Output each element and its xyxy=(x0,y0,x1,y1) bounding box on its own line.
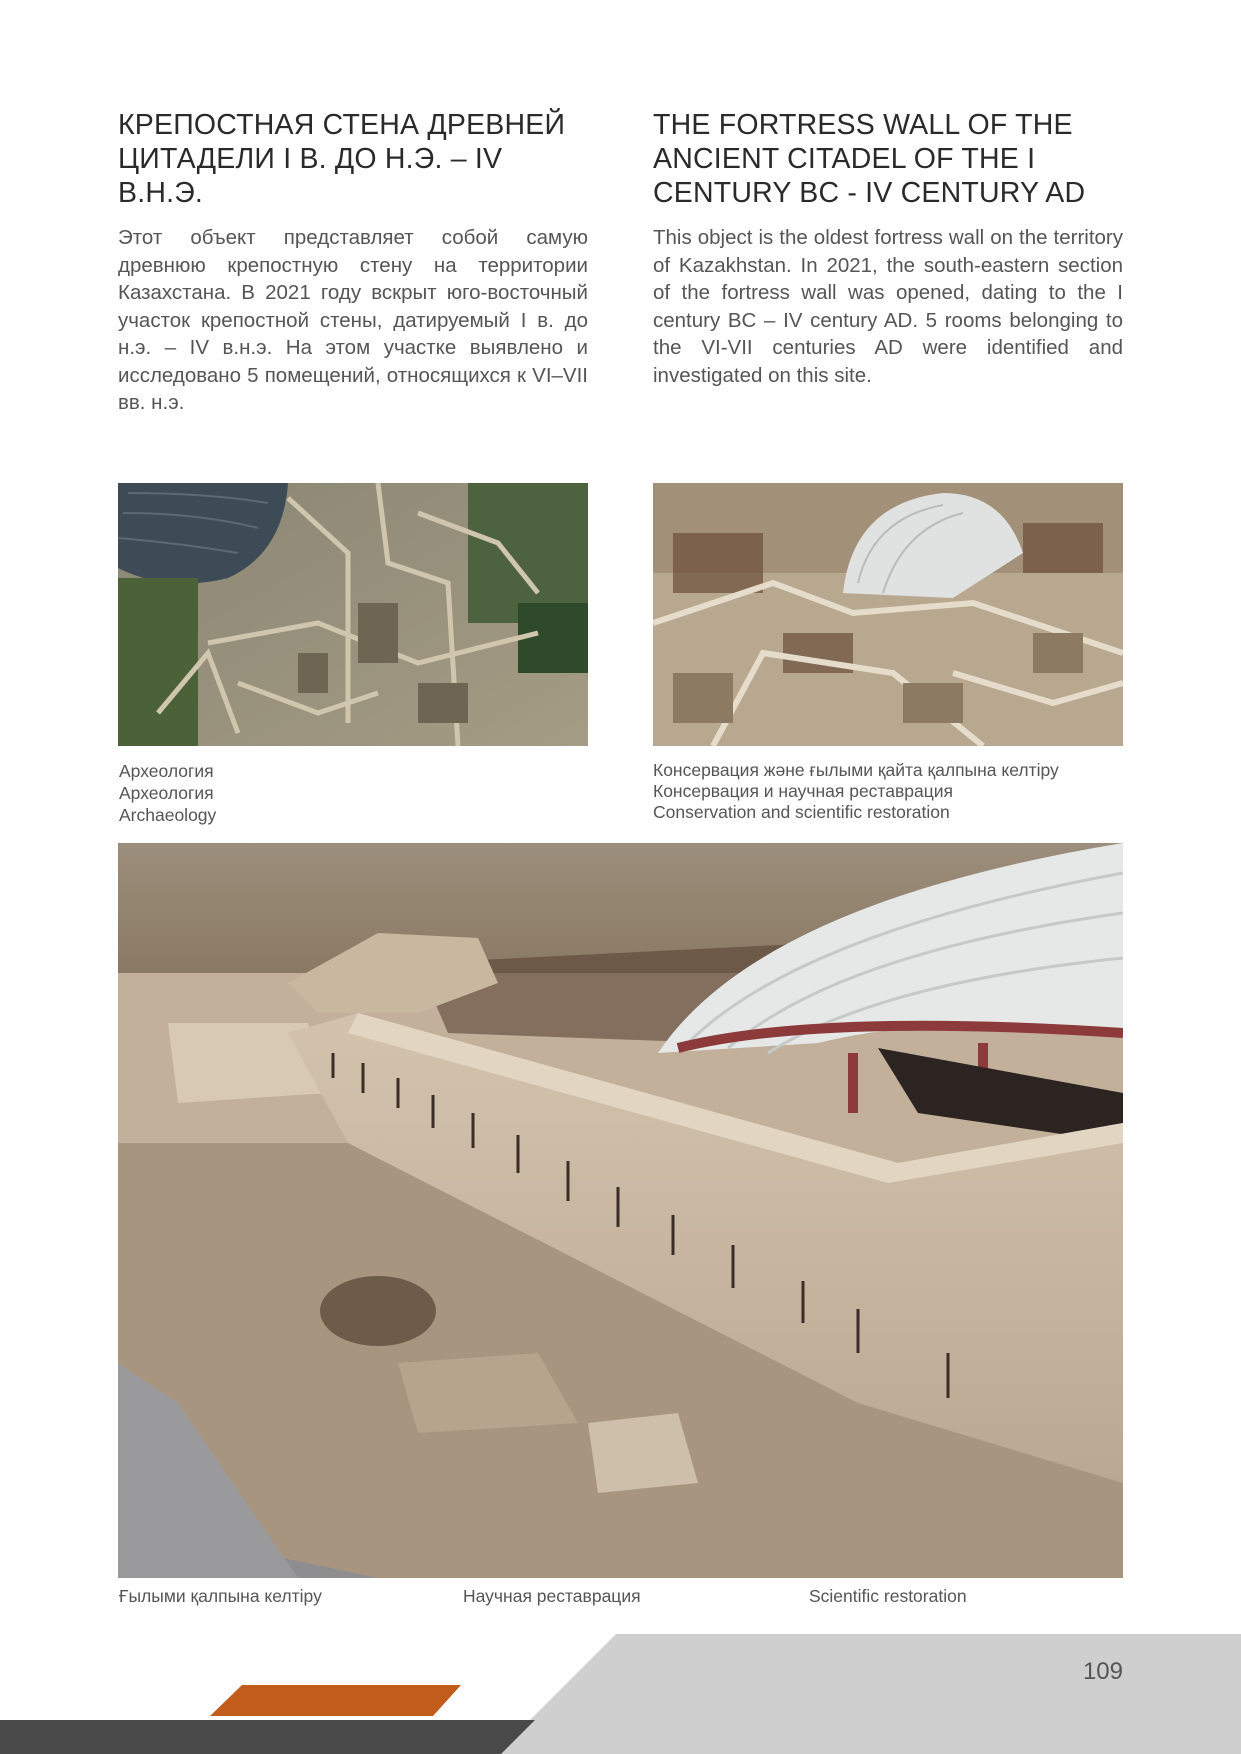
photo-2-caption xyxy=(653,760,1059,823)
russian-heading-line-1: КРЕПОСТНАЯ СТЕНА ДРЕВНЕЙ xyxy=(118,109,566,141)
dome-shelter-photo xyxy=(653,483,1123,746)
caption-kazakh: Археология xyxy=(119,761,214,781)
bottom-caption-english: Scientific restoration xyxy=(809,1586,967,1606)
caption-english: Conservation and scientific restoration xyxy=(653,802,950,822)
aerial-excavation-photo xyxy=(118,483,588,746)
russian-column xyxy=(118,108,588,417)
bottom-caption-russian: Научная реставрация xyxy=(463,1586,641,1606)
page-number: 109 xyxy=(1082,1658,1123,1685)
caption-english: Archaeology xyxy=(119,805,217,825)
russian-heading xyxy=(118,108,588,210)
caption-russian: Археология xyxy=(119,783,214,803)
english-body-text: This object is the oldest fortress wall on the territory of Kazakhstan. In 2021, the south-eastern section of the fortress wall was opened, dating to the I century BC – IV century AD. 5 rooms belonging to the VI-VII centuries AD were identified and investigated on this site. xyxy=(653,226,1123,387)
caption-kazakh: Консервация және ғылыми қайта қалпына келтіру xyxy=(653,760,1059,780)
english-heading xyxy=(653,108,1123,210)
english-heading-line-1: THE FORTRESS WALL OF THE xyxy=(653,109,1073,141)
caption-russian: Консервация и научная реставрация xyxy=(653,781,954,801)
footer-orange-accent xyxy=(210,1685,461,1716)
english-heading-line-3: CENTURY BC - IV CENTURY AD xyxy=(653,177,1086,209)
footer-dark-band xyxy=(0,1720,535,1754)
english-heading-line-2: ANCIENT CITADEL OF THE I xyxy=(653,143,1036,175)
fortress-wall-restoration-photo xyxy=(118,843,1123,1578)
bottom-caption-kazakh: Ғылыми қалпына келтіру xyxy=(119,1586,322,1606)
photo-1-caption xyxy=(119,760,216,826)
footer-decoration xyxy=(0,1634,1241,1754)
footer-light-band xyxy=(496,1634,1241,1754)
russian-body-text: Этот объект представляет собой самую древнюю крепостную стену на территории Казахстана. В 2021 году вскрыт юго-восточный участок крепостной стены, датируемый I в. до н.э. – IV в.н.э. На этом участке выявлено и исследовано 5 помещений, относящихся к VI–VII вв. н.э. xyxy=(118,226,588,414)
english-column xyxy=(653,108,1123,389)
russian-heading-line-2: ЦИТАДЕЛИ I В. ДО Н.Э. – IV В.Н.Э. xyxy=(118,143,503,209)
